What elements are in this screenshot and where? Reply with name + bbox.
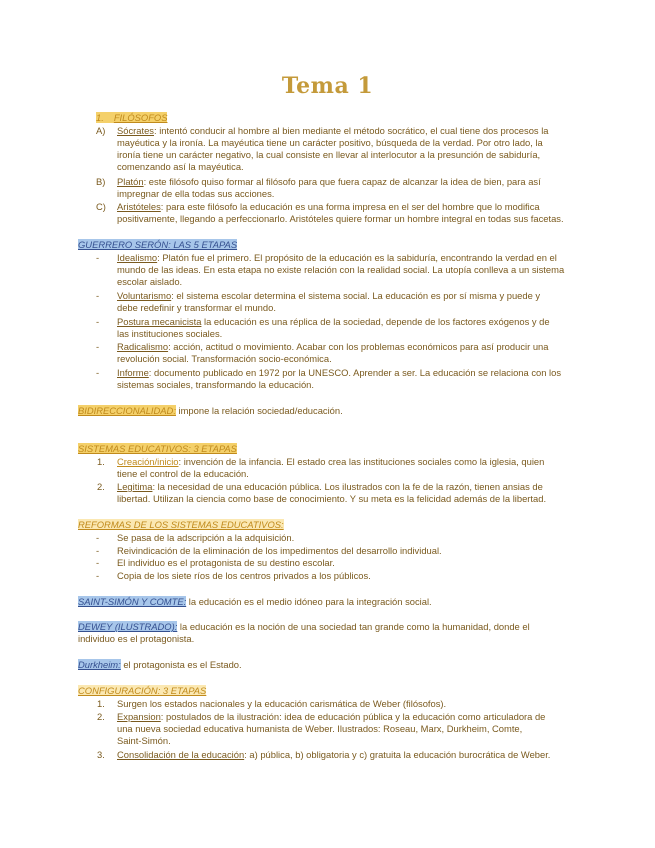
list-item: Copia de los siete ríos de los centros privados a los públicos. [117,570,371,581]
document-page: Tema 1 1. FILÓSOFOS A) Sócrates: intentó conducir al hombre al bien mediante el método socrático, el cual tiene dos procesos la mayéutica y la ironía. La mayéutica tiene un carácter positivo, búsqueda de la verdad. Por otro lado, la ironía tiene un carácter negativo, la cual consiste en llevar al interlocutor a la presunción de sabiduría, comenzando así la mayéutica. B) Platón: este filósofo quiso formar al filósofo para que fuera capaz de alcanzar la idea de bien, para así impregnar de ella todas sus acciones. C) Aristóteles: para este filósofo la educación es una forma impresa en el ser del hombre que lo modifica positivamente, llegando a perfeccionarlo. Aristóteles quiere formar un hombre integral en todas sus facetas. GUERRERO SERÓN: LAS 5 ETAPAS - Idealismo: Platón fue el primero. El propósito de la educación es la sabiduría, encontrando la verdad en el mundo de las ideas. En esta etapa no existe relación con la realidad social. La utopía conlleva a un sistema escolar aislado. - Voluntarismo: el sistema escolar determina el sistema social. La educación es por sí misma y puede y debe redefinir y transformar el mundo. - Postura mecanicista la educación es una réplica de la sociedad, depende de los factores exógenos y de las instituciones sociales. - Radicalismo: acción, actitud o movimiento. Acabar con los problemas económicos para así producir una revolución social. Transformación socio-económica. - Informe: documento publicado en 1972 por la UNESCO. Aprender a ser. La educación se relaciona con los sistemas sociales, transformando la educación. BIDIRECCIONALIDAD: impone la relación sociedad/educación. SISTEMAS EDUCATIVOS: 3 ETAPAS 1. Creación/inicio: invención de la infancia. El estado crea las instituciones sociales como la iglesia, quien tiene el control de la educación. 2. Legitima: la necesidad de una educación pública. Los ilustrados con la fe de la razón, tienen ansias de libertad. Utilizan la ciencia como base de conocimiento. Y su meta es la felicidad además de la libertad. REFORMAS DE LOS SISTEMAS EDUCATIVOS: - Se pasa de la adscripción a la adquisición. - Reivindicación de la eliminación de los impedimentos del desarrollo individual. - El individuo es el protagonista de su destino escolar. - Copia de los siete ríos de los centros privados a los públicos. SAINT-SIMÓN Y COMTE: la educación es el medio idóneo para la integración social. DEWEY (ILUSTRADO): la educación es la noción de una sociedad tan grande como la humanidad, donde el individuo es el protagonista. Durkheim: el protagonista es el Estado. CONFIGURACIÓN: 3 ETAPAS 1. Surgen los estados nacionales y la educación carismática de Weber (filósofos). 2. Expansion: postulados de la ilustración: idea de educación pública y la educación como articuladora de una nueva sociedad educativa humanista de Weber. Ilustrados: Roseau, Marx, Durkheim, Comte, Saint-Simón. 3. Consolidación de la educación: a) pública, b) obligatoria y c) gratuita la educación burocrática de Weber. [0,0,655,848]
list-item: Platón: este filósofo quiso formar al filósofo para que fuera capaz de alcanzar la idea de bien, para así [117,176,541,187]
guerrero-heading: GUERRERO SERÓN: LAS 5 ETAPAS [78,239,238,250]
list-item: Creación/inicio: invención de la infancia. El estado crea las instituciones sociales como la iglesia, quien [117,456,545,467]
list-item: Sócrates: intentó conducir al hombre al bien mediante el método socrático, el cual tiene dos procesos la [117,125,549,136]
list-item: Reivindicación de la eliminación de los impedimentos del desarrollo individual. [117,545,442,556]
page-title: Tema 1 [281,73,374,99]
saint-simon-paragraph: SAINT-SIMÓN Y COMTE: la educación es el medio idóneo para la integración social. [78,596,432,607]
list-item: Informe: documento publicado en 1972 por la UNESCO. Aprender a ser. La educación se relaciona con los [117,367,562,378]
list-item: Se pasa de la adscripción a la adquisición. [117,532,295,543]
list-item: Surgen los estados nacionales y la educación carismática de Weber (filósofos). [117,698,447,709]
list-item: Legitima: la necesidad de una educación pública. Los ilustrados con la fe de la razón, tienen ansias de [117,481,543,492]
list-item: Expansion: postulados de la ilustración: idea de educación pública y la educación como articuladora de [117,711,546,722]
filosofos-heading: 1. FILÓSOFOS [96,112,168,123]
list-item: El individuo es el protagonista de su destino escolar. [117,557,335,568]
list-item: Consolidación de la educación: a) pública, b) obligatoria y c) gratuita la educación burocrática de Weber. [117,749,551,760]
list-item: Idealismo: Platón fue el primero. El propósito de la educación es la sabiduría, encontrando la verdad en el [117,252,557,263]
configuracion-heading: CONFIGURACIÓN: 3 ETAPAS [78,685,207,696]
sistemas-heading: SISTEMAS EDUCATIVOS: 3 ETAPAS [78,443,237,454]
bidireccionalidad-paragraph: BIDIRECCIONALIDAD: impone la relación sociedad/educación. [78,405,343,416]
durkheim-paragraph: Durkheim: el protagonista es el Estado. [78,659,242,670]
list-item: Aristóteles: para este filósofo la educación es una forma impresa en el ser del hombre que lo modifica [117,201,540,212]
dewey-paragraph: DEWEY (ILUSTRADO): la educación es la noción de una sociedad tan grande como la humanidad, donde el [78,621,530,632]
list-item: Radicalismo: acción, actitud o movimiento. Acabar con los problemas económicos para así producir una [117,341,549,352]
reformas-heading: REFORMAS DE LOS SISTEMAS EDUCATIVOS: [78,519,284,530]
list-item: Postura mecanicista la educación es una réplica de la sociedad, depende de los factores exógenos y de [117,316,550,327]
list-item: Voluntarismo: el sistema escolar determina el sistema social. La educación es por sí misma y puede y [117,290,541,301]
